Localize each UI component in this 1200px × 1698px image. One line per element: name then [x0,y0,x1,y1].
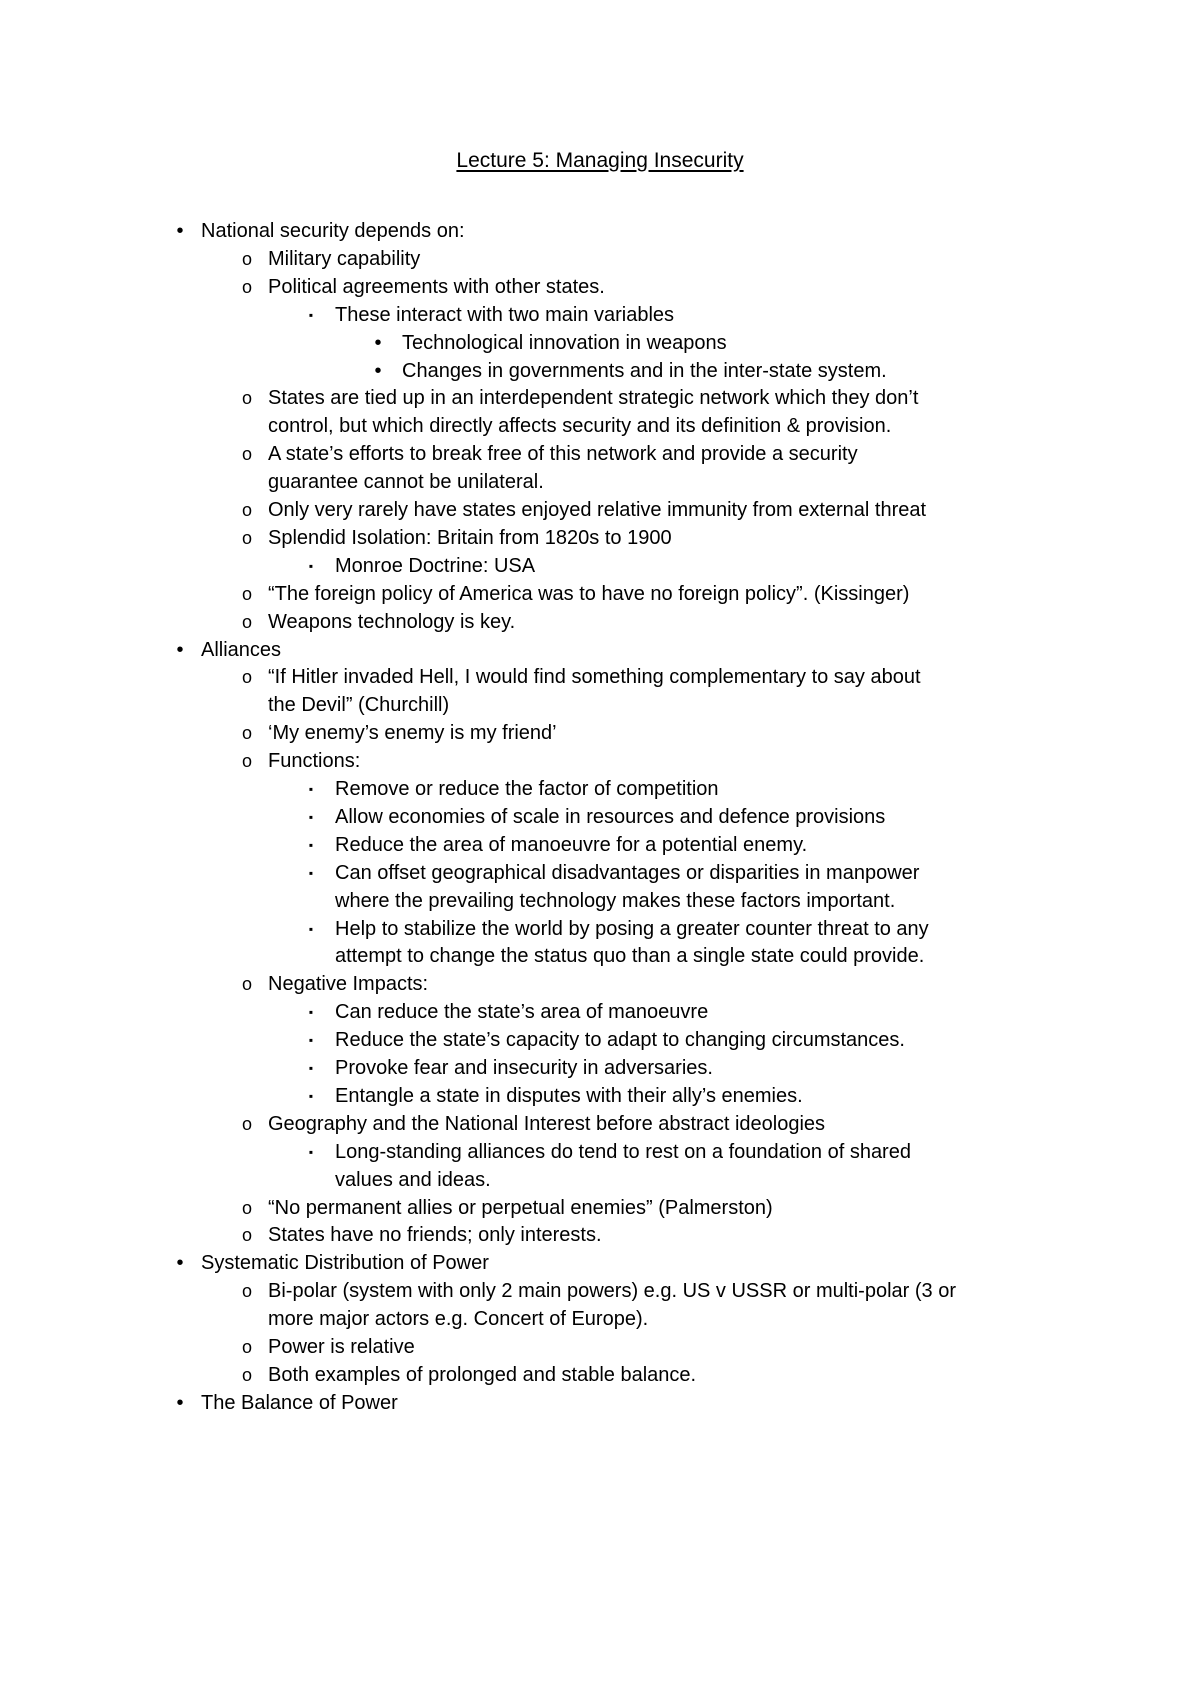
list-item-text: Entangle a state in disputes with their ally’s enemies. [335,1084,803,1107]
list-item [0,662,1200,692]
bullet-marker-level-2: o [241,248,252,269]
bullet-marker-level-2: o [241,751,252,772]
list-item-text: Reduce the state’s capacity to adapt to changing circumstances. [335,1029,905,1052]
list-item [0,1193,1200,1223]
list-item-text: Weapons technology is key. [268,610,516,633]
bullet-marker-level-3: ▪ [308,865,314,880]
bullet-marker-level-2: o [241,527,252,548]
list-item [0,941,1200,971]
list-item-text: Can offset geographical disadvantages or disparities in manpower [335,861,920,884]
list-item-text: Reduce the area of manoeuvre for a potential enemy. [335,833,808,856]
list-item-text: A state’s efforts to break free of this network and provide a security [268,443,858,466]
bullet-marker-level-2: o [241,583,252,604]
bullet-marker-level-2: o [241,500,252,520]
list-item [0,886,1200,916]
list-item-text: Bi-polar (system with only 2 main powers) e.g. US v USSR or multi-polar (3 or [268,1280,956,1303]
bullet-marker-level-3: ▪ [308,837,314,852]
bullet-marker-level-2: o [241,611,252,632]
bullet-marker-level-2: o [241,667,252,688]
list-item [0,1165,1200,1195]
list-item [0,1220,1200,1250]
list-item [0,746,1200,776]
bullet-marker-level-2: o [241,444,252,465]
bullet-marker-level-1: • [176,1252,184,1275]
list-item [0,523,1200,553]
bullet-marker-level-1: • [176,1391,184,1414]
bullet-marker-level-4: • [374,359,382,382]
list-item [0,1276,1200,1306]
list-item-text: control, but which directly affects security and its definition & provision. [268,415,892,438]
bullet-marker-level-2: o [241,1197,252,1218]
list-item [0,300,1200,330]
list-item [0,216,1200,246]
bullet-marker-level-2: o [241,1337,252,1357]
list-item-text: Systematic Distribution of Power [201,1252,489,1275]
list-item-text: Long-standing alliances do tend to rest on a foundation of shared [335,1140,911,1163]
list-item-text: where the prevailing technology makes these factors important. [335,889,896,912]
list-item-text: Political agreements with other states. [268,275,605,298]
list-item-text: The Balance of Power [201,1391,398,1414]
list-item-text: Remove or reduce the factor of competition [335,778,719,800]
list-item [0,718,1200,748]
list-item [0,1248,1200,1278]
bullet-marker-level-3: ▪ [308,921,314,936]
list-item-text: Geography and the National Interest before abstract ideologies [268,1112,826,1135]
list-item [0,467,1200,497]
list-item [0,774,1200,804]
bullet-marker-level-3: ▪ [308,1144,314,1159]
list-item [0,244,1200,274]
list-item [0,1081,1200,1111]
bullet-marker-level-1: • [176,638,184,661]
list-item [0,272,1200,302]
list-item-text: attempt to change the status quo than a single state could provide. [335,945,925,968]
bullet-marker-level-1: • [176,220,184,242]
list-item [0,1025,1200,1055]
bullet-marker-level-3: ▪ [308,307,314,322]
list-item [0,690,1200,720]
list-item [0,830,1200,860]
bullet-marker-level-2: o [241,723,252,744]
list-item-text: guarantee cannot be unilateral. [268,471,544,494]
list-item [0,328,1200,358]
bullet-marker-level-2: o [241,1225,252,1246]
list-item-text: Only very rarely have states enjoyed relative immunity from external threat [268,499,927,521]
list-item [0,1304,1200,1334]
bullet-marker-level-3: ▪ [308,558,314,573]
list-item-text: Help to stabilize the world by posing a greater counter threat to any [335,917,929,940]
list-item [0,1360,1200,1390]
list-item [0,356,1200,386]
list-item [0,551,1200,581]
list-item-text: States are tied up in an interdependent strategic network which they don’t [268,387,919,410]
list-item-text: States have no friends; only interests. [268,1224,602,1247]
list-item [0,1053,1200,1083]
list-item-text: ‘My enemy’s enemy is my friend’ [268,722,557,745]
list-item-text: Monroe Doctrine: USA [335,554,536,577]
bullet-marker-level-2: o [241,1364,252,1385]
list-item-text: “If Hitler invaded Hell, I would find something complementary to say about [268,666,921,689]
list-item-text: Splendid Isolation: Britain from 1820s to 1900 [268,526,672,549]
bullet-marker-level-2: o [241,1281,252,1302]
list-item-text: Negative Impacts: [268,973,429,996]
list-item [0,969,1200,999]
list-item-text: Provoke fear and insecurity in adversaries. [335,1057,713,1079]
list-item [0,1388,1200,1418]
list-item [0,439,1200,469]
list-item-text: Alliances [201,638,282,661]
list-item-text: Allow economies of scale in resources and defence provisions [335,805,886,828]
list-item-text: “The foreign policy of America was to have no foreign policy”. (Kissinger) [268,582,910,605]
bullet-marker-level-3: ▪ [308,809,314,824]
list-item-text: Functions: [268,750,361,773]
list-item [0,411,1200,441]
list-item-text: values and ideas. [335,1168,491,1191]
list-item [0,914,1200,944]
list-item [0,802,1200,832]
list-item-text: “No permanent allies or perpetual enemies” (Palmerston) [268,1196,773,1219]
bullet-marker-level-3: ▪ [308,1005,314,1020]
list-item-text: Both examples of prolonged and stable balance. [268,1363,697,1386]
page-title: Lecture 5: Managing Insecurity [456,149,744,172]
bullet-marker-level-2: o [241,974,252,995]
list-item [0,383,1200,413]
bullet-marker-level-2: o [241,388,252,409]
bullet-marker-level-2: o [241,276,252,297]
list-item [0,1109,1200,1139]
bullet-marker-level-3: ▪ [308,1061,314,1075]
list-item [0,495,1200,525]
bullet-marker-level-3: ▪ [308,1088,314,1103]
list-item [0,997,1200,1027]
list-item-text: Technological innovation in weapons [402,331,727,354]
list-item-text: Changes in governments and in the inter-state system. [402,359,887,382]
list-item [0,1137,1200,1167]
list-item [0,858,1200,888]
list-item [0,579,1200,609]
list-item [0,607,1200,637]
list-item-text: Power is relative [268,1336,415,1358]
list-item [0,635,1200,665]
list-item-text: the Devil” (Churchill) [268,694,450,717]
list-item-text: National security depends on: [201,220,465,242]
list-item-text: Military capability [268,247,421,270]
list-item-text: These interact with two main variables [335,303,675,326]
bullet-marker-level-2: o [241,1113,252,1134]
list-item-text: Can reduce the state’s area of manoeuvre [335,1001,709,1024]
list-item [0,1332,1200,1362]
list-item-text: more major actors e.g. Concert of Europe). [268,1308,649,1331]
bullet-marker-level-4: • [374,331,382,354]
bullet-marker-level-3: ▪ [308,782,314,796]
bullet-marker-level-3: ▪ [308,1033,314,1048]
